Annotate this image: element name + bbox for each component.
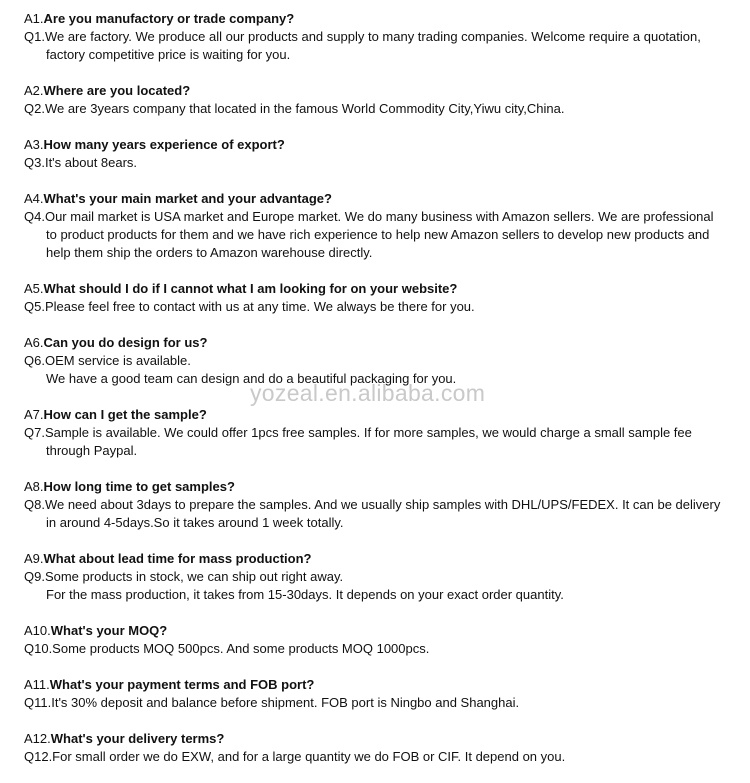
- question-number: A5.: [24, 281, 44, 296]
- faq-question: [24, 280, 736, 298]
- answer-line: Q4.Our mail market is USA market and Europe market. We do many business with Amazon sellers. We are professional: [24, 209, 714, 224]
- question-text: What's your payment terms and FOB port?: [49, 677, 315, 692]
- question-text: What should I do if I cannot what I am looking for on your website?: [43, 281, 458, 296]
- faq-item: [24, 82, 736, 118]
- answer-line: help them ship the orders to Amazon warehouse directly.: [46, 245, 373, 260]
- question-number: A4.: [24, 191, 44, 206]
- answer-line: Q6.OEM service is available.: [24, 353, 191, 368]
- question-text: How long time to get samples?: [43, 479, 235, 494]
- answer-line: Q7.Sample is available. We could offer 1pcs free samples. If for more samples, we would charge a small sample fee: [24, 425, 692, 440]
- question-number: A2.: [24, 83, 44, 98]
- faq-question: [24, 10, 736, 28]
- answer-line: Q2.We are 3years company that located in the famous World Commodity City,Yiwu city,China.: [24, 101, 565, 116]
- question-text: Are you manufactory or trade company?: [43, 11, 295, 26]
- question-text: What's your main market and your advantage?: [43, 191, 332, 206]
- question-number: A12.: [24, 731, 51, 746]
- faq-item: [24, 478, 736, 532]
- question-number: A1.: [24, 11, 44, 26]
- answer-line: factory competitive price is waiting for you.: [46, 47, 291, 62]
- question-number: A3.: [24, 137, 44, 152]
- answer-line: Q11.It's 30% deposit and balance before shipment. FOB port is Ningbo and Shanghai.: [24, 695, 520, 710]
- answer-line: Q1.We are factory. We produce all our products and supply to many trading companies. Welcome require a quotation,: [24, 29, 701, 44]
- faq-item: [24, 136, 736, 172]
- faq-item: [24, 10, 736, 64]
- question-text: Where are you located?: [43, 83, 191, 98]
- faq-question: [24, 334, 736, 352]
- faq-question: [24, 550, 736, 568]
- answer-line: Q10.Some products MOQ 500pcs. And some products MOQ 1000pcs.: [24, 641, 430, 656]
- question-text: How many years experience of export?: [43, 137, 285, 152]
- faq-item: [24, 550, 736, 604]
- question-text: What's your delivery terms?: [50, 731, 225, 746]
- answer-line: For the mass production, it takes from 15-30days. It depends on your exact order quantity.: [46, 587, 564, 602]
- answer-line: Q9.Some products in stock, we can ship out right away.: [24, 569, 344, 584]
- answer-line: through Paypal.: [46, 443, 138, 458]
- answer-line: Q5.Please feel free to contact with us at any time. We always be there for you.: [24, 299, 475, 314]
- faq-question: [24, 622, 736, 640]
- question-number: A9.: [24, 551, 44, 566]
- question-number: A7.: [24, 407, 44, 422]
- faq-question: [24, 730, 736, 748]
- faq-question: [24, 190, 736, 208]
- question-number: A6.: [24, 335, 44, 350]
- answer-line: We have a good team can design and do a beautiful packaging for you.: [46, 371, 457, 386]
- question-text: How can I get the sample?: [43, 407, 207, 422]
- faq-question: [24, 478, 736, 496]
- faq-item: [24, 622, 736, 658]
- faq-item: [24, 676, 736, 712]
- answer-line: Q8.We need about 3days to prepare the samples. And we usually ship samples with DHL/UPS/FEDEX. It can be delivery: [24, 497, 721, 512]
- question-number: A11.: [24, 677, 50, 692]
- question-text: What's your MOQ?: [50, 623, 168, 638]
- faq-item: [24, 730, 736, 766]
- question-number: A8.: [24, 479, 44, 494]
- question-text: Can you do design for us?: [43, 335, 208, 350]
- answer-line: Q3.It's about 8ears.: [24, 155, 138, 170]
- question-number: A10.: [24, 623, 51, 638]
- faq-item: [24, 280, 736, 316]
- answer-line: in around 4-5days.So it takes around 1 week totally.: [46, 515, 344, 530]
- faq-item: [24, 190, 736, 262]
- faq-item: [24, 406, 736, 460]
- question-text: What about lead time for mass production?: [43, 551, 312, 566]
- faq-question: [24, 676, 736, 694]
- faq-question: [24, 136, 736, 154]
- answer-line: Q12.For small order we do EXW, and for a large quantity we do FOB or CIF. It depend on you.: [24, 749, 566, 764]
- watermark: yozeal.en.alibaba.com: [250, 380, 486, 406]
- faq-question: [24, 82, 736, 100]
- faq-question: [24, 406, 736, 424]
- answer-line: to product products for them and we have rich experience to help new Amazon sellers to develop new products and: [46, 227, 710, 242]
